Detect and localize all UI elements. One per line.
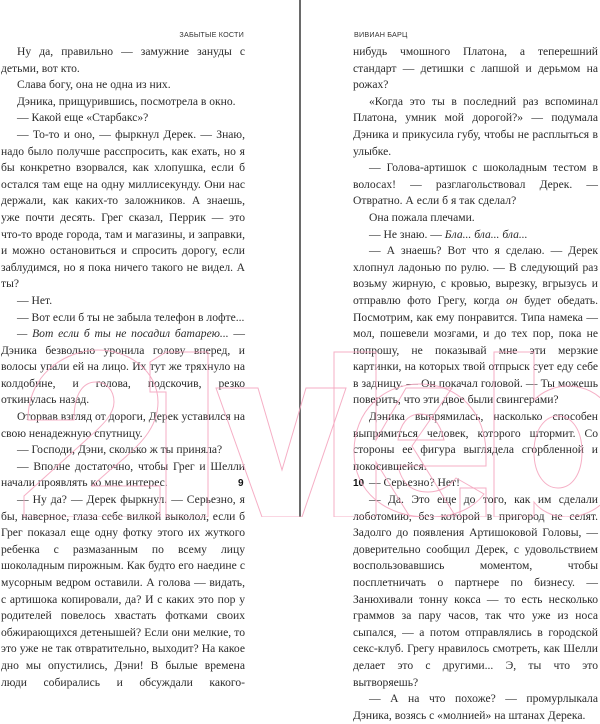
paragraph: — Нет. (17, 293, 53, 307)
page-number: 10 (353, 478, 365, 489)
left-page-text (1, 44, 245, 691)
paragraph: — Какой еще «Старбакс»? (17, 111, 149, 125)
paragraph: — То-то и оно, — фыркнул Дерек. — Знаю, надо было получше расспросить, как ехать, но я бы конкретно взорвался, как хлопушка, если б остался там еще на одну миллисекунду. Они нас держали, как каких-то заложников. А знаешь, уже почти десять. Грег сказал, Перрик — это что-то вроде города, там и магазины, и заправки, и можно остановиться и спросить дорогу, если заблудимся, но я пока ничего такого не видел. А ты? (1, 127, 245, 291)
paragraph: Она пожала плечами. (369, 210, 475, 224)
paragraph: Дэника, прищурившись, посмотрела в окно. (17, 94, 236, 108)
paragraph: — Вполне достаточно, чтобы Грег и Шелли начали проявлять ко мне интерес. (1, 459, 245, 490)
paragraph (353, 227, 598, 244)
paragraph: — А на что похоже? — промурлыкала Дэника, возясь с «молнией» на штанах Дерека. (353, 692, 598, 722)
running-head-author: ВИВИАН БАРЦ (354, 30, 408, 39)
page-number: 9 (238, 478, 244, 489)
paragraph (1, 326, 245, 409)
paragraph-rest: — Дэника безвольно уронила голову вперед, и волосы упали ей на лицо. Их тут же тряхнуло на колдобине, и голова, подскочив, резко откинулась назад. (1, 327, 245, 407)
paragraph: — Серьезно? Нет! (369, 476, 460, 490)
paragraph-text: — А знаешь? Вот что я сделаю. — Дерек хлопнул ладонью по рулю. — В следующий раз возьму жирную, с кровью, вырезку, вгрызусь и отправлю фото Грегу, когда (353, 244, 598, 307)
paragraph: Слава богу, она не одна из них. (17, 78, 171, 92)
paragraph: Ну да, правильно — замужние зануды с детьми, вот кто. (1, 45, 245, 75)
paragraph: — Да. Это еще до того, как им сделали лоботомию, без которой в пригород не селят. Задолго до появления Артишоковой Головы, — доверительно сообщил Дерек, с удовольствием воспользовавшись моментом, чтобы посплетничать о партнере по бизнесу. — Занюхивали тонну кокса — то есть несколько граммов за пару часов, так что уже из носа сыпался, — а потом отправлялись в городской секс-клуб. Грегу нравилось смотреть, как Шелли делает это с другими... Э, ты что это вытворяешь? (353, 493, 598, 689)
paragraph: — Голова-артишок с шоколадным тестом в волосах! — разглагольствовал Дерек. — Отвратно. А если б я так сделал? (353, 161, 598, 208)
paragraph-continued: нибудь чмошного Платона, а теперешний стандарт — детишки с лапшой и дерьмом на рожах? (353, 45, 598, 92)
italic-phrase: Бла... бла... бла... (444, 227, 528, 241)
italic-phrase: — Вот если б ты не посадил батарею... (17, 327, 229, 341)
right-page (301, 0, 600, 722)
italic-word: он (506, 293, 518, 307)
paragraph: «Когда это ты в последний раз вспоминал Платона, умник мой дорогой?» — подумала Дэника и прикусила губу, чтобы не расплыться в улыбке. (353, 94, 598, 158)
running-head-book-title: ЗАБЫТЫЕ КОСТИ (179, 30, 244, 39)
paragraph: Дэника выпрямилась, насколько способен выпрямиться человек, которого штормит. Со стороны ее фигура выглядела сгорбленной и покосившейся. (353, 410, 598, 473)
paragraph: — Господи, Дэни, сколько ж ты приняла? (17, 443, 223, 457)
paragraph-text: — Не знаю. — (369, 227, 445, 241)
paragraph: — Ну да? — Дерек фыркнул. — Серьезно, я бы, наверное, глаза себе вилкой выколол, если б Грег показал еще одну фотку этого их жуткого ребенка с размазанным по всему лицу шоколадным пирожным. Как будто его наедине с мусорным ведром оставили. А голова — видать, с артишока копировали, да? И с каких это пор у родителей повелось хвастать фотками своих обжирающихся детенышей? Если они мелкие, то это уже не так отвратительно, выходит? На какое дно мы опустились, Дэни! В былые времена люди собирались и обсуждали какого- (1, 493, 245, 689)
paragraph: Оторвав взгляд от дороги, Дерек уставился на свою ненадежную спутницу. (1, 410, 245, 440)
left-page (0, 0, 299, 689)
paragraph (353, 243, 598, 409)
paragraph-rest: будет обедать. Посмотрим, как ему понравится. Типа намека — мол, пошевели мозгами, и до тех пор, пока не попрошу, не показывай мне эти мерзкие картинки, на которых твой отпрыск сует еду себе в задницу. — Он покачал головой. — Ты можешь поверить, что эти двое были свингерами? (353, 293, 598, 407)
paragraph: — Вот если б ты не забыла телефон в лофте... (17, 310, 245, 324)
right-page-text (353, 44, 598, 724)
